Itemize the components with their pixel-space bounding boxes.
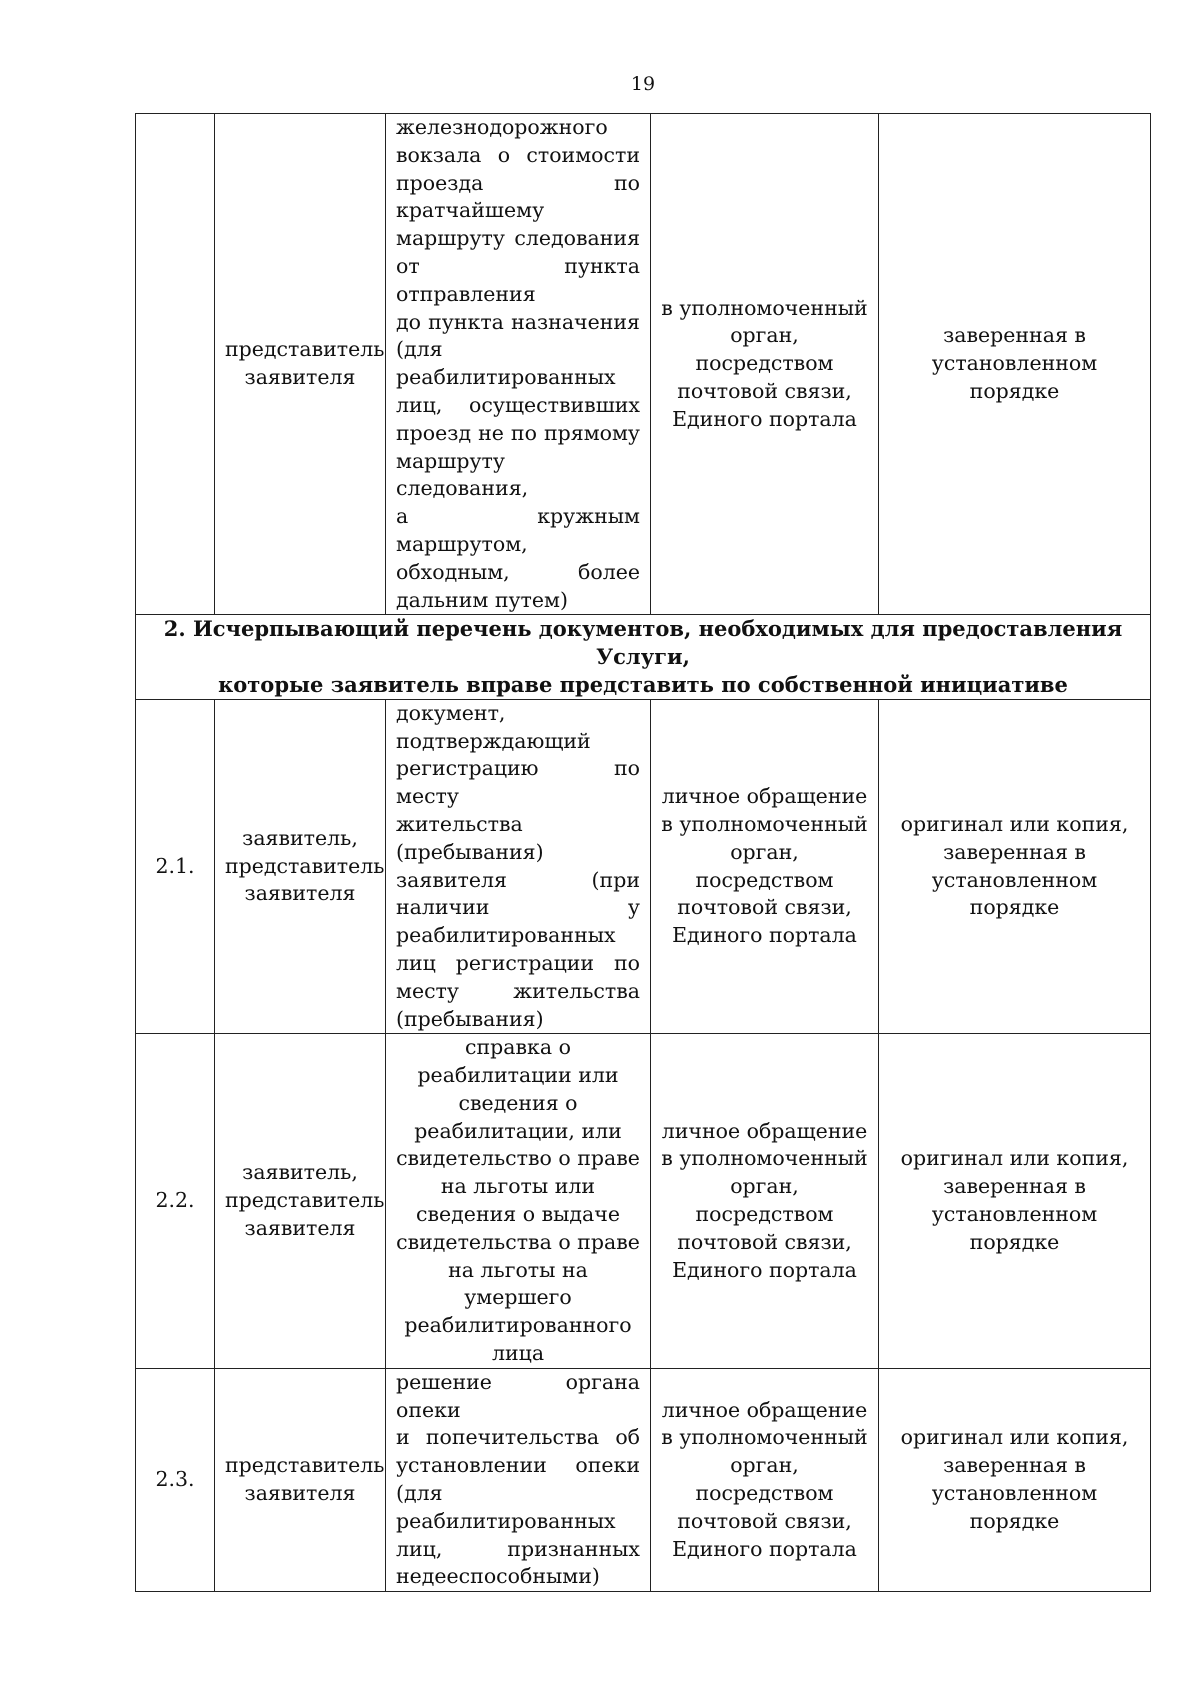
submission-line: личное обращение: [661, 1118, 868, 1143]
document-line: обходным, более: [396, 559, 640, 584]
document-line: заявителя (при: [396, 867, 640, 892]
submission-method-cell: [651, 1368, 879, 1591]
form-line: установленном порядке: [931, 351, 1098, 404]
submission-line: в уполномоченный: [661, 811, 868, 836]
document-line: и попечительства об: [396, 1425, 640, 1450]
document-line: документ,: [396, 700, 506, 725]
submission-method-cell: [651, 114, 879, 615]
document-line: маршрутом,: [396, 531, 528, 556]
applicant-line: заявителя: [244, 365, 356, 390]
form-line: заверенная в: [943, 1453, 1086, 1478]
document-line: жительства: [396, 811, 523, 836]
submission-line: Единого портала: [672, 1536, 857, 1561]
form-line: установленном порядке: [931, 1202, 1098, 1254]
document-cell: [386, 1034, 651, 1369]
submission-line: Единого портала: [672, 923, 857, 948]
document-line: справка о: [465, 1035, 571, 1060]
applicant-cell: [215, 114, 386, 615]
page-number: 19: [630, 73, 656, 95]
section-heading: [136, 615, 1151, 699]
form-line: установленном порядке: [931, 867, 1098, 920]
document-line: проезд не по прямому: [396, 420, 640, 445]
submission-line: Единого портала: [672, 406, 857, 431]
document-line: дальним путем): [396, 587, 568, 612]
document-line: свидетельства о праве: [396, 1229, 640, 1254]
document-line: подтверждающий: [396, 728, 591, 753]
applicant-cell: [215, 1368, 386, 1591]
submission-line: личное обращение: [661, 1397, 868, 1422]
section-heading-line: 2. Исчерпывающий перечень документов, необходимых для предоставления Услуги,: [163, 616, 1123, 670]
document-line: лица: [491, 1341, 545, 1366]
document-line: на льготы или: [440, 1174, 596, 1199]
applicant-line: заявитель,: [242, 825, 358, 850]
submission-line: орган, посредством: [695, 839, 834, 892]
document-line: (для: [396, 1481, 443, 1506]
document-line: реабилитации, или: [414, 1118, 622, 1143]
applicant-line: заявитель,: [242, 1160, 358, 1185]
submission-line: в уполномоченный: [661, 1425, 868, 1450]
section-heading-line: которые заявитель вправе представить по собственной инициативе: [218, 671, 1068, 697]
document-line: сведения о: [458, 1090, 578, 1115]
applicant-line: представитель: [225, 1188, 385, 1213]
applicant-line: заявителя: [244, 881, 356, 906]
submission-line: почтовой связи,: [677, 1508, 852, 1533]
document-line: установлении опеки: [396, 1453, 640, 1478]
submission-line: орган, посредством: [695, 1174, 834, 1227]
document-line: маршруту следования: [396, 226, 640, 251]
form-line: заверенная в: [943, 323, 1086, 348]
document-line: месту жительства: [396, 978, 640, 1003]
document-cell: [386, 699, 651, 1034]
form-line: оригинал или копия,: [900, 1146, 1129, 1171]
document-line: а кружным: [396, 504, 640, 529]
applicant-cell: [215, 1034, 386, 1369]
applicant-line: представитель: [225, 337, 385, 362]
document-line: (пребывания): [396, 839, 544, 864]
document-form-cell: [879, 1034, 1151, 1369]
document-line: реабилитации или: [417, 1063, 619, 1088]
document-line: кратчайшему: [396, 198, 545, 223]
submission-line: орган, посредством: [695, 1453, 834, 1506]
form-line: установленном порядке: [931, 1481, 1098, 1533]
document-line: на льготы на умершего: [448, 1257, 588, 1310]
submission-line: почтовой связи,: [677, 895, 852, 920]
form-line: заверенная в: [943, 1174, 1086, 1199]
applicant-line: заявителя: [244, 1481, 356, 1506]
document-line: реабилитированных: [396, 923, 616, 948]
document-line: недееспособными): [396, 1564, 600, 1589]
document-line: (для: [396, 337, 443, 362]
applicant-line: заявителя: [244, 1215, 356, 1240]
submission-line: орган, посредством: [695, 323, 834, 376]
table-row: [136, 1034, 1151, 1369]
form-line: оригинал или копия,: [900, 811, 1129, 836]
table-row: [136, 699, 1151, 1034]
applicant-cell: [215, 699, 386, 1034]
form-line: оригинал или копия,: [900, 1425, 1129, 1450]
document-line: проезда по: [396, 170, 640, 195]
submission-line: почтовой связи,: [677, 1229, 852, 1254]
document-line: лиц регистрации по: [396, 950, 640, 975]
document-line: реабилитированных: [396, 365, 616, 390]
document-cell: [386, 114, 651, 615]
document-line: решение органа опеки: [396, 1369, 640, 1422]
document-form-cell: [879, 1368, 1151, 1591]
document-line: регистрацию по месту: [396, 756, 640, 809]
document-line: железнодорожного: [396, 115, 608, 139]
submission-method-cell: [651, 1034, 879, 1369]
document-line: (пребывания): [396, 1006, 544, 1031]
row-number-cell: 2.2.: [136, 1034, 215, 1369]
document-line: маршруту следования,: [396, 448, 529, 501]
submission-line: почтовой связи,: [677, 379, 852, 404]
document-form-cell: [879, 699, 1151, 1034]
document-line: лиц, осуществивших: [396, 392, 640, 417]
document-line: вокзала о стоимости: [396, 142, 640, 167]
submission-line: в уполномоченный: [661, 1146, 868, 1171]
applicant-line: представитель: [225, 853, 385, 878]
submission-line: Единого портала: [672, 1257, 857, 1282]
submission-line: личное обращение: [661, 784, 868, 809]
document-line: от пункта отправления: [396, 253, 640, 306]
form-line: заверенная в: [943, 839, 1086, 864]
document-line: сведения о выдаче: [416, 1202, 620, 1227]
submission-method-cell: [651, 699, 879, 1034]
table-row: [136, 1368, 1151, 1591]
applicant-line: представитель: [225, 1453, 385, 1478]
documents-table: [135, 113, 1151, 1592]
submission-line: в уполномоченный: [661, 295, 868, 320]
document-line: реабилитированного: [404, 1313, 632, 1338]
document-line: до пункта назначения: [396, 309, 640, 334]
document-line: лиц, признанных: [396, 1536, 640, 1561]
row-number-cell: 2.1.: [136, 699, 215, 1034]
row-number-cell: [136, 114, 215, 615]
document-line: свидетельство о праве: [396, 1146, 640, 1171]
document-line: наличии у: [396, 895, 640, 920]
section-heading-row: [136, 615, 1151, 699]
document-line: реабилитированных: [396, 1508, 616, 1533]
document-cell: [386, 1368, 651, 1591]
row-number-cell: 2.3.: [136, 1368, 215, 1591]
document-form-cell: [879, 114, 1151, 615]
table-row: [136, 114, 1151, 615]
